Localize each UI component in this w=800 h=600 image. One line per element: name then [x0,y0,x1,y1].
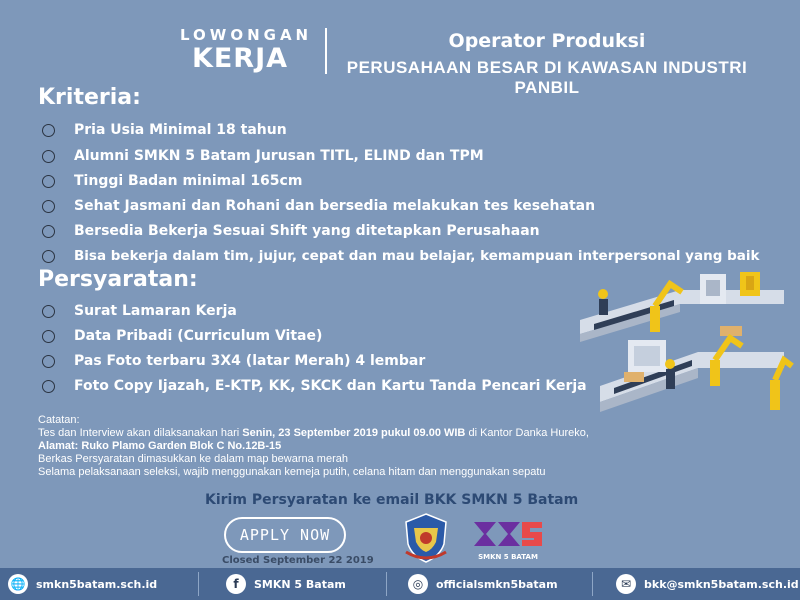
conveyor-lower [600,326,784,412]
header-divider [325,28,327,74]
footer-email-text: bkk@smkn5batam.sch.id [644,577,799,591]
footer-website-text: smkn5batam.sch.id [36,577,158,591]
school-crest-logo [402,512,450,564]
notes-label: Catatan: [38,414,80,426]
bkk-logo-mark [472,520,544,548]
header-job [338,30,756,98]
list-item [42,376,587,396]
list-item [42,221,540,241]
facebook-icon: f [226,574,246,594]
header-brand [180,26,313,74]
notes [38,414,638,479]
list-item-text: Data Pribadi (Curriculum Vitae) [74,328,323,344]
list-item [42,351,425,371]
notes-line-3: Berkas Persyaratan dimasukkan ke dalam map bewarna merah [38,453,348,465]
bullet-icon [42,250,55,263]
footer-facebook[interactable] [226,574,346,594]
notes-address: Alamat: Ruko Plamo Garden Blok C No.12B-15 [38,440,282,452]
list-item-text: Bisa bekerja dalam tim, jujur, cepat dan mau belajar, kemampuan interpersonal yang baik [74,248,760,264]
list-item [42,146,484,166]
footer-website[interactable] [8,574,157,594]
instagram-icon: ◎ [408,574,428,594]
bullet-icon [42,225,55,238]
list-item-text: Sehat Jasmani dan Rohani dan bersedia melakukan tes kesehatan [74,198,596,214]
job-title: Operator Produksi [448,30,646,52]
list-item [42,196,595,216]
footer-facebook-text: SMKN 5 Batam [254,577,346,591]
bkk-logo [472,520,544,560]
mail-icon: ✉ [616,574,636,594]
list-item-text: Pria Usia Minimal 18 tahun [74,122,287,138]
bullet-icon [42,330,55,343]
list-item-text: Foto Copy Ijazah, E-KTP, KK, SKCK dan Kartu Tanda Pencari Kerja [74,378,587,394]
list-item [42,301,237,321]
bullet-icon [42,355,55,368]
job-subtitle: PERUSAHAAN BESAR DI KAWASAN INDUSTRI PANBIL [346,58,748,97]
list-item [42,246,759,266]
bullet-icon [42,150,55,163]
factory-illustration [570,268,798,428]
bullet-icon [42,175,55,188]
bullet-icon [42,380,55,393]
notes-line-4: Selama pelaksanaan seleksi, wajib menggunakan kemeja putih, celana hitam dan menggunakan sepatu [38,466,546,478]
footer-divider [386,572,387,596]
list-item [42,326,322,346]
kriteria-title: Kriteria: [38,85,141,110]
bullet-icon [42,200,55,213]
footer-instagram[interactable] [408,574,558,594]
footer-email[interactable] [616,574,799,594]
persyaratan-title: Persyaratan: [38,267,198,292]
list-item [42,171,302,191]
apply-now-button[interactable]: APPLY NOW [224,517,346,553]
list-item-text: Tinggi Badan minimal 165cm [74,173,303,189]
header-big-title: KERJA [191,43,289,74]
footer-divider [592,572,593,596]
bullet-icon [42,124,55,137]
notes-line-1: Tes dan Interview akan dilaksanakan hari Senin, 23 September 2019 pukul 09.00 WIB di Kantor Danka Hureko, [38,427,589,439]
header-small-title: LOWONGAN [180,26,313,44]
footer-divider [198,572,199,596]
closing-date: Closed September 22 2019 [222,555,374,566]
list-item [42,120,287,140]
conveyor-upper [580,272,784,342]
send-instruction: Kirim Persyaratan ke email BKK SMKN 5 Batam [205,492,579,508]
footer-instagram-text: officialsmkn5batam [436,577,558,591]
list-item-text: Bersedia Bekerja Sesuai Shift yang ditetapkan Perusahaan [74,223,540,239]
bullet-icon [42,305,55,318]
globe-icon: 🌐 [8,574,28,594]
list-item-text: Alumni SMKN 5 Batam Jurusan TITL, ELIND dan TPM [74,148,484,164]
bkk-logo-text: SMKN 5 BATAM [478,553,538,561]
list-item-text: Surat Lamaran Kerja [74,303,237,319]
list-item-text: Pas Foto terbaru 3X4 (latar Merah) 4 lembar [74,353,426,369]
